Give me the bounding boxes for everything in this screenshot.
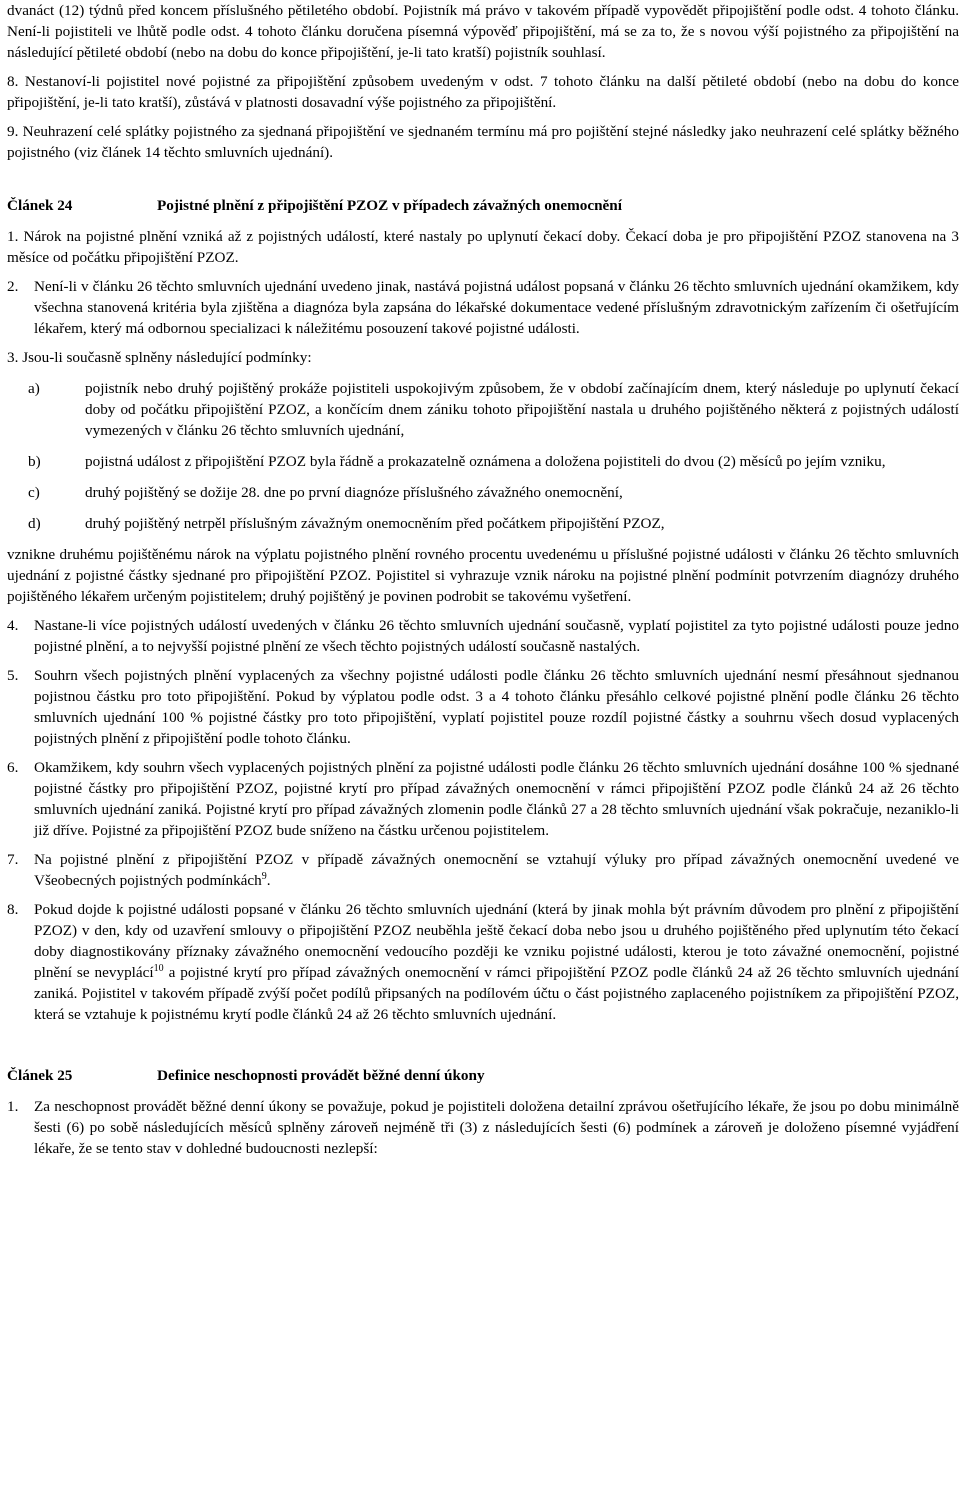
list-item-label: a) (28, 380, 40, 397)
paragraph-number: 5. (7, 667, 19, 684)
article-24-paragraph-8 (7, 899, 959, 1025)
document-page (7, 0, 959, 1159)
paragraph-text: Nastane-li více pojistných událostí uvedených v článku 26 těchto smluvních ujednání současně, vyplatí pojistitel za tyto pojistné události pouze jedno pojistné plnění, a to nejvyšší pojistné plnění ze všech těchto pojistných událostí současně nastalých. (34, 617, 959, 655)
list-item-label: b) (28, 453, 41, 470)
article-24-paragraph-3-conclusion: vznikne druhému pojištěnému nárok na výplatu pojistného plnění rovného procentu uvedenému u příslušné pojistné události v článku 26 těchto smluvních ujednání z pojistné částky sjednané pro připojištění PZOZ. Pojistitel si vyhrazuje vznik nároku na pojistné plnění podmínit potvrzením diagnózy druhého pojištěného lékařem určeným pojistitelem; druhý pojištěný je povinen podrobit se takovému vyšetření. (7, 546, 959, 605)
paragraph-number: 8. (7, 901, 19, 918)
paragraph-number: 7. (7, 851, 19, 868)
article-24-paragraph-2 (7, 276, 959, 339)
paragraph-text (34, 849, 959, 891)
paragraph-number: 4. (7, 617, 19, 634)
article-25-heading (7, 1065, 959, 1086)
article-24-paragraph-7 (7, 849, 959, 891)
article-24-paragraph-1: 1. Nárok na pojistné plnění vzniká až z pojistných událostí, které nastaly po uplynutí čekací doby. Čekací doba je pro připojištění PZOZ stanovena na 3 měsíce od počátku připojištění PZOZ. (7, 228, 959, 266)
article-24-paragraph-4 (7, 615, 959, 657)
article-24-heading (7, 195, 959, 216)
article-24-paragraph-6 (7, 757, 959, 841)
article-24-number: Článek 24 (7, 197, 73, 214)
paragraph-text: Souhrn všech pojistných plnění vyplacených za všechny pojistné události podle článku 26 těchto smluvních ujednání nesmí přesáhnout sjednanou pojistnou částku pro toto připojištění. Pokud by výplatou podle odst. 3 a 4 tohoto článku přesáhlo celkové pojistné plnění podle článku 26 těchto smluvních ujednání 100 % pojistné částky pro toto připojištění, vyplatí pojistitel pouze rozdíl pojistné částky a souhrnu všech dosud vyplacených pojistných plnění z připojištění podle tohoto článku. (34, 667, 959, 747)
article-25-title: Definice neschopnosti provádět běžné denní úkony (157, 1067, 485, 1084)
list-item-label: d) (28, 515, 41, 532)
list-item (7, 451, 959, 472)
article-25-number: Článek 25 (7, 1067, 73, 1084)
paragraph-number: 2. (7, 278, 19, 295)
list-item-text: pojistník nebo druhý pojištěný prokáže pojistiteli uspokojivým způsobem, že v období začínajícím dnem, který následuje po uplynutí čekací doby od počátku připojištění PZOZ, a končícím dnem zániku tohoto připojištění nastala u druhého pojištěného některá z pojistných událostí vymezených v článku 26 těchto smluvních ujednání, (85, 380, 959, 439)
paragraph-text: Za neschopnost provádět běžné denní úkony se považuje, pokud je pojistiteli doložena detailní zprávou ošetřujícího lékaře, že jsou po dobu minimálně šesti (6) po sobě následujících měsíců splněny zároveň nejméně tři (3) z následujících šesti (6) podmínek a zároveň je doloženo písemné vyjádření lékaře, že se tento stav v dohledné budoucnosti nezlepší: (34, 1098, 959, 1157)
paragraph-9: 9. Neuhrazení celé splátky pojistného za sjednaná připojištění ve sjednaném termínu má pro pojištění stejné následky jako neuhrazení celé splátky běžného pojistného (viz článek 14 těchto smluvních ujednání). (7, 123, 959, 161)
paragraph-text-main: Na pojistné plnění z připojištění PZOZ v případě závažných onemocnění se vztahují výluky pro případ závažných onemocnění uvedené ve Všeobecných pojistných podmínkách (34, 851, 959, 889)
footnote-ref-10: 10 (153, 962, 164, 974)
paragraph-text (34, 899, 959, 1025)
list-item-text: pojistná událost z připojištění PZOZ byla řádně a prokazatelně oznámena a doložena pojistiteli do dvou (2) měsíců po jejím vzniku, (85, 453, 886, 470)
paragraph-number: 1. (7, 1098, 19, 1115)
list-item-text: druhý pojištěný se dožije 28. dne po první diagnóze příslušného závažného onemocnění, (85, 484, 623, 501)
list-item (7, 513, 959, 534)
paragraph-text-part-a: Pokud dojde k pojistné události popsané v článku 26 těchto smluvních ujednání (která by jinak mohla být právním důvodem pro plnění z připojištění PZOZ) v den, kdy od uzavření smlouvy o připojištění PZOZ neuběhla ještě čekací doba nebo jsou u druhého pojištěného před uplynutím této čekací doby diagnostikovány příznaky závažného onemocnění vedoucího později ke vzniku pojistné události, kterou je toto závažné onemocnění, pojistné plnění se nevyplácí (34, 901, 959, 981)
paragraph-text-part-b: a pojistné krytí pro případ závažných onemocnění v rámci připojištění PZOZ podle článků 24 až 26 těchto smluvních ujednání zaniká. Pojistitel v takovém případě zvýší počet podílů připsaných na podílovém účtu o část pojistného zaplaceného pojistníkem za připojištění PZOZ, která se vztahuje k pojistnému krytí podle článků 24 až 26 těchto smluvních ujednání. (34, 964, 959, 1023)
article-24-paragraph-5 (7, 665, 959, 749)
paragraph-text: Okamžikem, kdy souhrn všech vyplacených pojistných plnění za pojistné události podle článku 26 těchto smluvních ujednání dosáhne 100 % sjednané pojistné částky pro připojištění PZOZ, pojistné krytí pro případ závažných onemocnění v rámci připojištění PZOZ podle článků 24 až 26 těchto smluvních ujednání zaniká. Pojistné krytí pro případ závažných zlomenin podle článků 27 a 28 těchto smluvních ujednání však pokračuje, nezaniklo-li již dříve. Pojistné za připojištění PZOZ bude sníženo na částku určenou pojistitelem. (34, 759, 959, 839)
article-25-paragraph-1 (7, 1096, 959, 1159)
list-item (7, 482, 959, 503)
article-24-title: Pojistné plnění z připojištění PZOZ v případech závažných onemocnění (157, 197, 622, 214)
paragraph-text-end: . (266, 872, 271, 889)
article-24-paragraph-3: 3. Jsou-li současně splněny následující podmínky: (7, 349, 312, 366)
list-item-text: druhý pojištěný netrpěl příslušným závažným onemocněním před počátkem připojištění PZOZ, (85, 515, 665, 532)
list-item-label: c) (28, 484, 40, 501)
paragraph-number: 6. (7, 759, 19, 776)
footnote-ref-9: 9 (261, 870, 267, 882)
paragraph-7-continuation: dvanáct (12) týdnů před koncem příslušného pětiletého období. Pojistník má právo v takovém případě vypovědět připojištění podle odst. 4 tohoto článku. Není-li pojistiteli ve lhůtě podle odst. 4 tohoto článku doručena písemná výpověď připojištění, má se za to, že s novou výší pojistného za připojištění na následující pětileté období (nebo na dobu do konce připojištění, je-li tato kratší) pojistník souhlasí. (7, 2, 959, 61)
paragraph-8: 8. Nestanoví-li pojistitel nové pojistné za připojištění způsobem uvedeným v odst. 7 tohoto článku na další pětileté období (nebo na dobu do konce připojištění, je-li tato kratší), zůstává v platnosti dosavadní výše pojistného za připojištění. (7, 73, 959, 111)
paragraph-text: Není-li v článku 26 těchto smluvních ujednání uvedeno jinak, nastává pojistná událost popsaná v článku 26 těchto smluvních ujednání okamžikem, kdy všechna stanovená kritéria byla zjištěna a diagnóza byla zapsána do lékařské dokumentace vedené příslušným zdravotnickým zařízením či ošetřujícím lékařem, který má odbornou specializaci k náležitému posouzení takové pojistné události. (34, 278, 959, 337)
list-item (7, 378, 959, 441)
